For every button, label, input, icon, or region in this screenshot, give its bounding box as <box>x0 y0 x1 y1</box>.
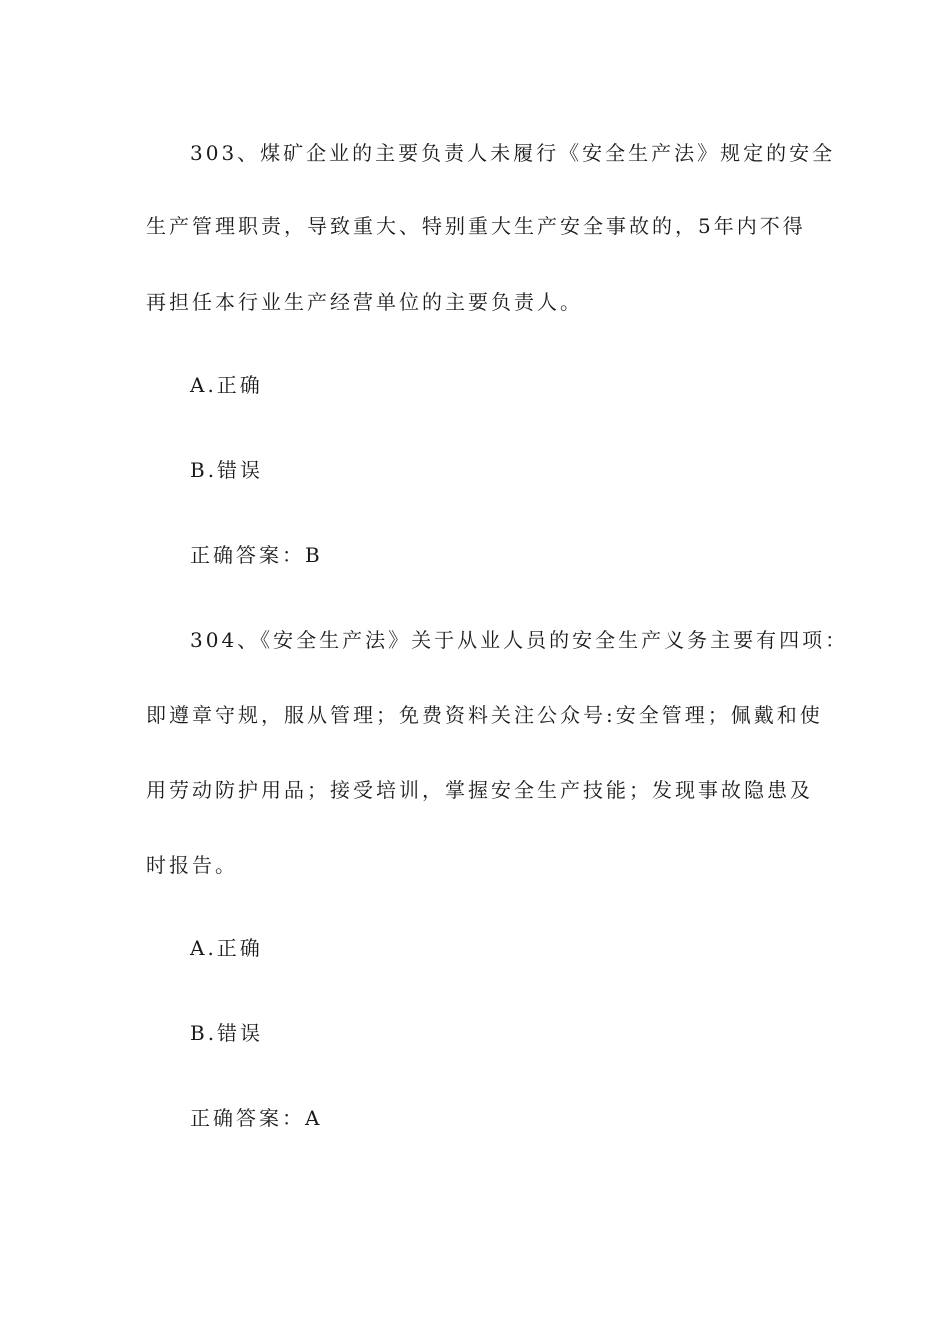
option-b: B.错误 <box>190 458 264 482</box>
question-stem-line: 用劳动防护用品；接受培训，掌握安全生产技能；发现事故隐患及 <box>146 778 813 802</box>
question-stem-line: 即遵章守规，服从管理；免费资料关注公众号:安全管理；佩戴和使 <box>146 703 823 727</box>
question-stem-line: 再担任本行业生产经营单位的主要负责人。 <box>146 290 583 314</box>
option-a: A.正确 <box>190 936 263 960</box>
correct-answer: 正确答案：B <box>190 543 323 567</box>
option-a: A.正确 <box>190 373 263 397</box>
correct-answer: 正确答案：A <box>190 1106 323 1130</box>
question-stem-line: 303、煤矿企业的主要负责人未履行《安全生产法》规定的安全 <box>190 141 836 165</box>
question-stem-line: 304、《安全生产法》关于从业人员的安全生产义务主要有四项： <box>190 628 849 652</box>
question-stem-line: 时报告。 <box>146 853 238 877</box>
option-b: B.错误 <box>190 1021 264 1045</box>
question-stem-line: 生产管理职责，导致重大、特别重大生产安全事故的，5年内不得 <box>146 214 806 238</box>
